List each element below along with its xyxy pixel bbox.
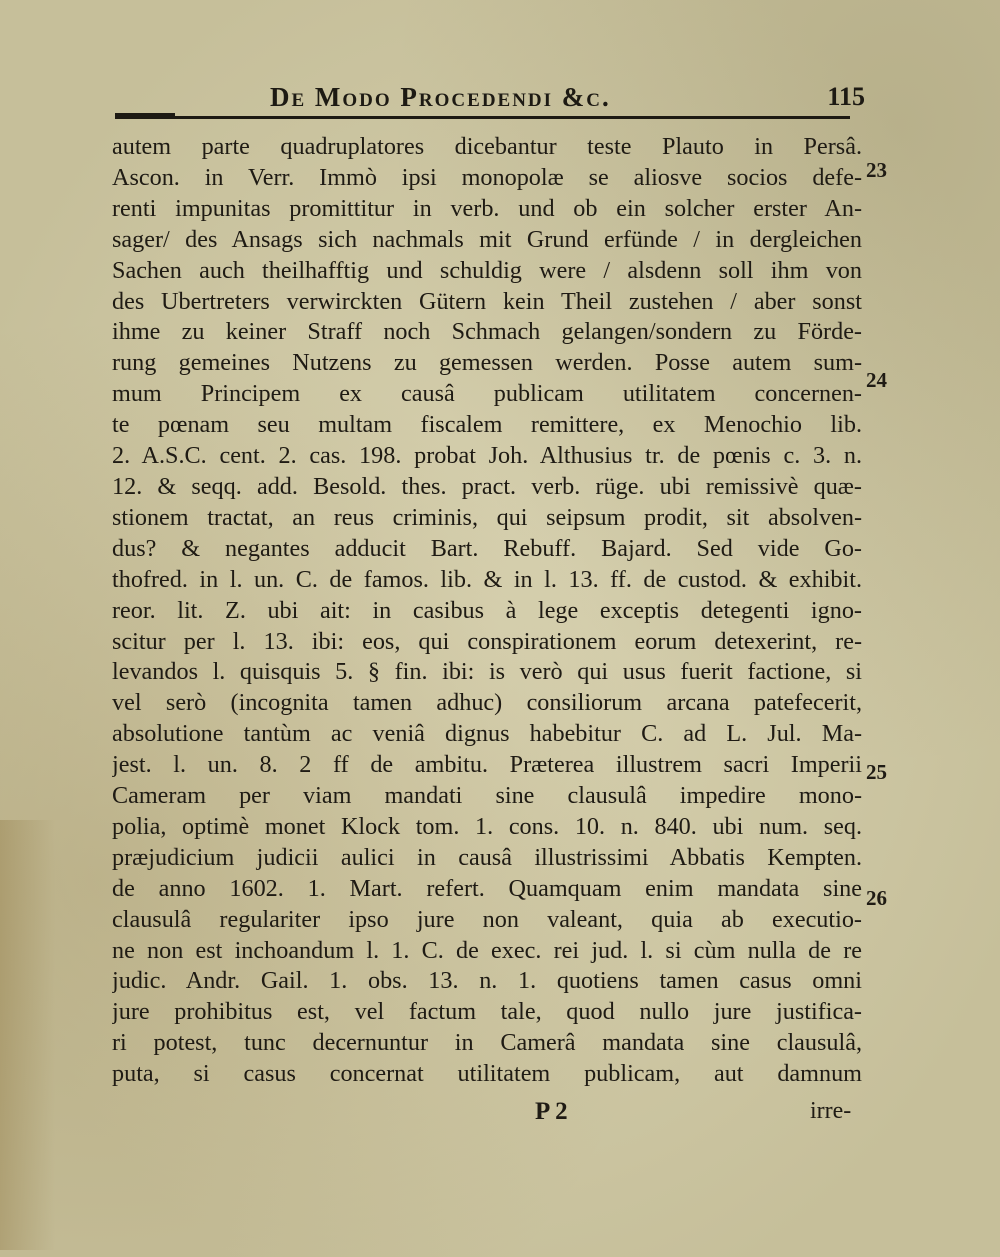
- margin-note: 24: [866, 368, 887, 392]
- margin-note: 23: [866, 158, 887, 182]
- text-line: sager/ des Ansags sich nachmals mit Grund erfünde / in dergleichen: [112, 225, 862, 253]
- text-line: vel serò (incognita tamen adhuc) consiliorum arcana patefecerit,: [112, 689, 862, 717]
- text-line: renti impunitas promittitur in verb. und ob ein solcher erster An-: [112, 194, 862, 222]
- text-line: ne non est inchoandum l. 1. C. de exec. rei jud. l. si cùm nulla de re: [112, 936, 862, 964]
- signature-mark: P 2: [535, 1098, 568, 1125]
- catchword: irre-: [810, 1098, 852, 1124]
- text-line: te pœnam seu multam fiscalem remittere, ex Menochio lib.: [112, 411, 862, 439]
- text-line: judic. Andr. Gail. 1. obs. 13. n. 1. quotiens tamen casus omni: [112, 967, 862, 995]
- paper-stain: [0, 820, 55, 1250]
- text-line: dus? & negantes adducit Bart. Rebuff. Bajard. Sed vide Go-: [112, 534, 862, 562]
- text-line: jest. l. un. 8. 2 ff de ambitu. Præterea illustrem sacri Imperii: [112, 751, 862, 779]
- header-rule: [115, 116, 850, 119]
- text-line: Cameram per viam mandati sine clausulâ impedire mono-: [112, 782, 862, 810]
- body-text: [112, 132, 862, 1090]
- text-line: de anno 1602. 1. Mart. refert. Quamquam enim mandata sine: [112, 874, 862, 902]
- text-line: clausulâ regulariter ipso jure non valeant, quia ab executio-: [112, 905, 862, 933]
- text-line: mum Principem ex causâ publicam utilitatem concernen-: [112, 380, 862, 408]
- text-line: 2. A.S.C. cent. 2. cas. 198. probat Joh. Althusius tr. de pœnis c. 3. n.: [112, 442, 862, 470]
- text-line: præjudicium judicii aulici in causâ illustrissimi Abbatis Kempten.: [112, 843, 862, 871]
- text-line: autem parte quadruplatores dicebantur teste Plauto in Persâ.: [112, 133, 862, 160]
- text-line: polia, optimè monet Klock tom. 1. cons. 10. n. 840. ubi num. seq.: [112, 812, 862, 840]
- text-line: scitur per l. 13. ibi: eos, qui conspirationem eorum detexerint, re-: [112, 627, 862, 655]
- margin-note: 26: [866, 886, 887, 910]
- margin-note: 25: [866, 760, 887, 784]
- text-line: des Ubertreters verwirckten Gütern kein Theil zustehen / aber sonst: [112, 287, 862, 315]
- text-line: jure prohibitus est, vel factum tale, quod nullo jure justifica-: [112, 998, 862, 1026]
- text-line: reor. lit. Z. ubi ait: in casibus à lege exceptis detegenti igno-: [112, 596, 862, 624]
- text-line: 12. & seqq. add. Besold. thes. pract. verb. rüge. ubi remissivè quæ-: [112, 472, 862, 500]
- text-line: ri potest, tunc decernuntur in Camerâ mandata sine clausulâ,: [112, 1029, 862, 1057]
- text-line: stionem tractat, an reus criminis, qui seipsum prodit, sit absolven-: [112, 503, 862, 531]
- text-line: rung gemeines Nutzens zu gemessen werden. Posse autem sum-: [112, 349, 862, 377]
- running-head: De Modo Procedendi &c.: [270, 82, 611, 112]
- text-line: levandos l. quisquis 5. § fin. ibi: is verò qui usus fuerit factione, si: [112, 658, 862, 686]
- text-line: thofred. in l. un. C. de famos. lib. & in l. 13. ff. de custod. & exhibit.: [112, 565, 862, 593]
- text-line: puta, si casus concernat utilitatem publicam, aut damnum: [112, 1060, 862, 1088]
- page-number: 115: [827, 82, 865, 111]
- page-header: [115, 80, 865, 120]
- text-line: absolutione tantùm ac veniâ dignus habebitur C. ad L. Jul. Ma-: [112, 720, 862, 748]
- text-line: Sachen auch theilhafftig und schuldig were / alsdenn soll ihm von: [112, 256, 862, 284]
- text-line: Ascon. in Verr. Immò ipsi monopolæ se aliosve socios defe-: [112, 163, 862, 191]
- text-line: ihme zu keiner Straff noch Schmach gelangen/sondern zu Förde-: [112, 318, 862, 346]
